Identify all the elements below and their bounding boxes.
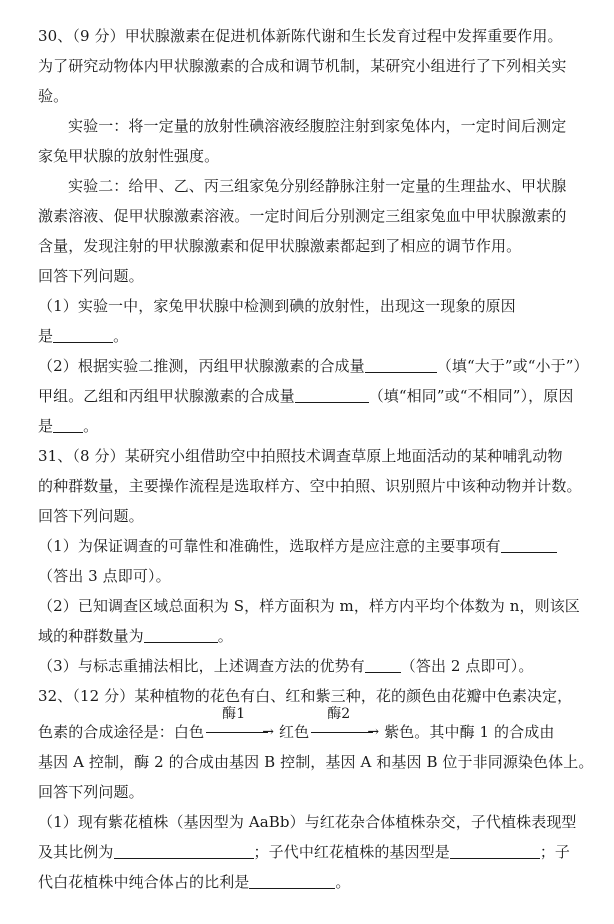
text: 及其比例为 bbox=[38, 843, 114, 861]
answer-blank[interactable] bbox=[295, 388, 369, 403]
enzyme1-arrow bbox=[204, 706, 275, 742]
text: （3）与标志重捕法相比，上述调查方法的优势有 bbox=[38, 657, 365, 675]
text: 紫色。其中酶 1 的合成由 bbox=[384, 723, 555, 741]
text: 色素的合成途径是：白色 bbox=[38, 723, 205, 741]
text: （填“相同”或“不相同”），原因 bbox=[368, 387, 574, 405]
answer-blank[interactable] bbox=[365, 358, 437, 373]
q31-subq2-line-2 bbox=[38, 626, 598, 646]
q30-subq2-line-3 bbox=[38, 416, 598, 436]
text: 甲组。乙组和丙组甲状腺激素的合成量 bbox=[38, 387, 295, 405]
q31-line-2: 的种群数量，主要操作流程是选取样方、空中拍照、识别照片中该种动物并计数。 bbox=[38, 477, 582, 495]
text: 。 bbox=[83, 417, 99, 435]
q32-line-3: 基因 A 控制，酶 2 的合成由基因 B 控制，基因 A 和基因 B 位于非同源染色体上。 bbox=[38, 753, 594, 771]
q32-pathway-line bbox=[38, 706, 598, 742]
text: （1）为保证调查的可靠性和准确性，选取样方是应注意的主要事项有 bbox=[38, 537, 501, 555]
q30-experiment1-line-1: 实验一：将一定量的放射性碘溶液经腹腔注射到家兔体内，一定时间后测定 bbox=[68, 117, 567, 135]
answer-blank[interactable] bbox=[144, 628, 218, 643]
answer-blank[interactable] bbox=[249, 874, 335, 889]
text: 域的种群数量为 bbox=[38, 627, 144, 645]
answer-blank[interactable] bbox=[501, 538, 557, 553]
q31-subq1-line-1 bbox=[38, 536, 598, 556]
text: 。 bbox=[113, 327, 129, 345]
arrow-head-icon: → bbox=[262, 724, 275, 740]
q30-line-2: 为了研究动物体内甲状腺激素的合成和调节机制，某研究小组进行了下列相关实 bbox=[38, 57, 567, 75]
q31-line-1: 31、（8 分）某研究小组借助空中拍照技术调查草原上地面活动的某种哺乳动物 bbox=[38, 447, 563, 465]
text: （填“大于”或“小于”） bbox=[436, 357, 589, 375]
text: 红色 bbox=[278, 723, 310, 741]
q30-experiment2-line-1: 实验二：给甲、乙、丙三组家兔分别经静脉注射一定量的生理盐水、甲状腺 bbox=[68, 177, 567, 195]
enzyme2-label: 酶2 bbox=[327, 706, 351, 722]
q31-prompt: 回答下列问题。 bbox=[38, 507, 144, 525]
q30-experiment1-line-2: 家兔甲状腺的放射性强度。 bbox=[38, 147, 220, 165]
q30-subq2-line-1 bbox=[38, 356, 598, 376]
q30-experiment2-line-2: 激素溶液、促甲状腺激素溶液。一定时间后分别测定三组家兔血中甲状腺激素的 bbox=[38, 207, 567, 225]
text: 是 bbox=[38, 327, 54, 345]
enzyme1-label: 酶1 bbox=[222, 706, 246, 722]
q30-subq1-line-2 bbox=[38, 326, 598, 346]
text: ；子 bbox=[539, 843, 571, 861]
answer-blank[interactable] bbox=[365, 658, 401, 673]
answer-blank[interactable] bbox=[114, 844, 254, 859]
text: 是 bbox=[38, 417, 54, 435]
text: ；子代中红花植株的基因型是 bbox=[253, 843, 450, 861]
q32-subq1-line-2 bbox=[38, 842, 598, 862]
q32-subq1-line-3 bbox=[38, 872, 598, 892]
q30-experiment2-line-3: 含量，发现注射的甲状腺激素和促甲状腺激素都起到了相应的调节作用。 bbox=[38, 237, 522, 255]
q32-line-1: 32、（12 分）某种植物的花色有白、红和紫三种，花的颜色由花瓣中色素决定， bbox=[38, 687, 573, 705]
text: （2）根据实验二推测，丙组甲状腺激素的合成量 bbox=[38, 357, 365, 375]
q30-line-3: 验。 bbox=[38, 87, 69, 105]
arrow-head-icon: → bbox=[367, 724, 380, 740]
answer-blank[interactable] bbox=[53, 418, 83, 433]
q31-subq3-line bbox=[38, 656, 598, 676]
enzyme2-arrow bbox=[309, 706, 380, 742]
q32-subq1-line-1: （1）现有紫花植株（基因型为 AaBb）与红花杂合体植株杂交，子代植株表现型 bbox=[38, 813, 577, 831]
arrow-shaft bbox=[311, 732, 373, 733]
arrow-shaft bbox=[206, 732, 268, 733]
q31-subq1-line-2: （答出 3 点即可）。 bbox=[38, 567, 171, 585]
answer-blank[interactable] bbox=[53, 328, 113, 343]
text: 。 bbox=[217, 627, 233, 645]
text: 代白花植株中纯合体占的比利是 bbox=[38, 873, 250, 891]
text: （答出 2 点即可）。 bbox=[400, 657, 534, 675]
q30-prompt: 回答下列问题。 bbox=[38, 267, 144, 285]
q32-prompt: 回答下列问题。 bbox=[38, 783, 144, 801]
answer-blank[interactable] bbox=[450, 844, 540, 859]
q30-subq2-line-2 bbox=[38, 386, 598, 406]
q30-line-1: 30、（9 分）甲状腺激素在促进机体新陈代谢和生长发育过程中发挥重要作用。 bbox=[38, 27, 563, 45]
q31-subq2-line-1: （2）已知调查区域总面积为 S，样方面积为 m，样方内平均个体数为 n，则该区 bbox=[38, 597, 580, 615]
text: 。 bbox=[335, 873, 351, 891]
q30-subq1-line-1: （1）实验一中，家兔甲状腺中检测到碘的放射性，出现这一现象的原因 bbox=[38, 297, 516, 315]
